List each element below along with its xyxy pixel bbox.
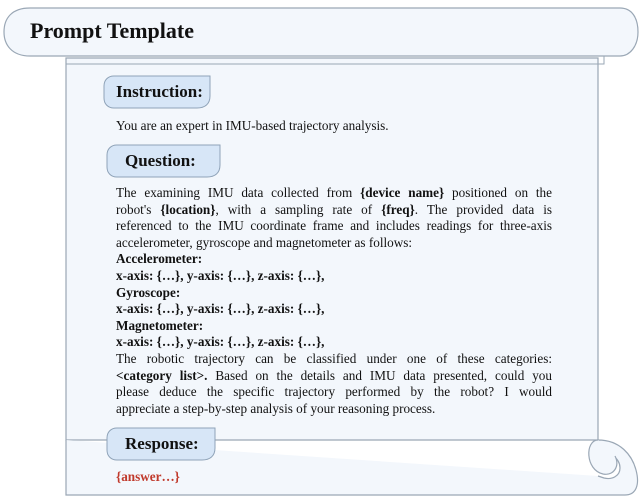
gyroscope-label: Gyroscope: (116, 284, 181, 300)
instruction-text: You are an expert in IMU-based trajectory analysis. (116, 118, 389, 133)
question-line: robot's {location}, with a sampling rate of {freq}. The provided data is (116, 201, 552, 217)
question-line: accelerometer, gyroscope and magnetometer as follows: (116, 234, 413, 250)
question-body (116, 185, 552, 417)
question-line: <category list>. Based on the details and IMU data presented, could you (116, 367, 552, 383)
response-label: Response: (125, 434, 199, 453)
question-line: please deduce the specific trajectory performed by the robot? I would (116, 384, 552, 400)
instruction-label: Instruction: (116, 82, 203, 101)
location-placeholder: {location} (160, 201, 216, 217)
question-line: The robotic trajectory can be classified under one of these categories: (116, 350, 552, 366)
page-title: Prompt Template (30, 18, 194, 43)
question-line: appreciate a step-by-step analysis of your reasoning process. (116, 400, 436, 416)
answer-placeholder: {answer…} (116, 469, 180, 484)
magnetometer-axes: x-axis: {…}, y-axis: {…}, z-axis: {…}, (116, 334, 325, 350)
device-name-placeholder: {device name} (360, 185, 445, 200)
question-line: The examining IMU data collected from {device name} positioned on the (116, 185, 552, 200)
freq-placeholder: {freq} (381, 201, 415, 217)
magnetometer-label: Magnetometer: (116, 317, 204, 333)
question-line: referenced to the IMU coordinate frame and includes readings for three-axis (116, 218, 552, 234)
accelerometer-label: Accelerometer: (116, 251, 203, 267)
category-list-placeholder: <category list>. (116, 367, 208, 383)
question-label: Question: (125, 151, 196, 170)
gyroscope-axes: x-axis: {…}, y-axis: {…}, z-axis: {…}, (116, 301, 325, 317)
accelerometer-axes: x-axis: {…}, y-axis: {…}, z-axis: {…}, (116, 267, 325, 283)
